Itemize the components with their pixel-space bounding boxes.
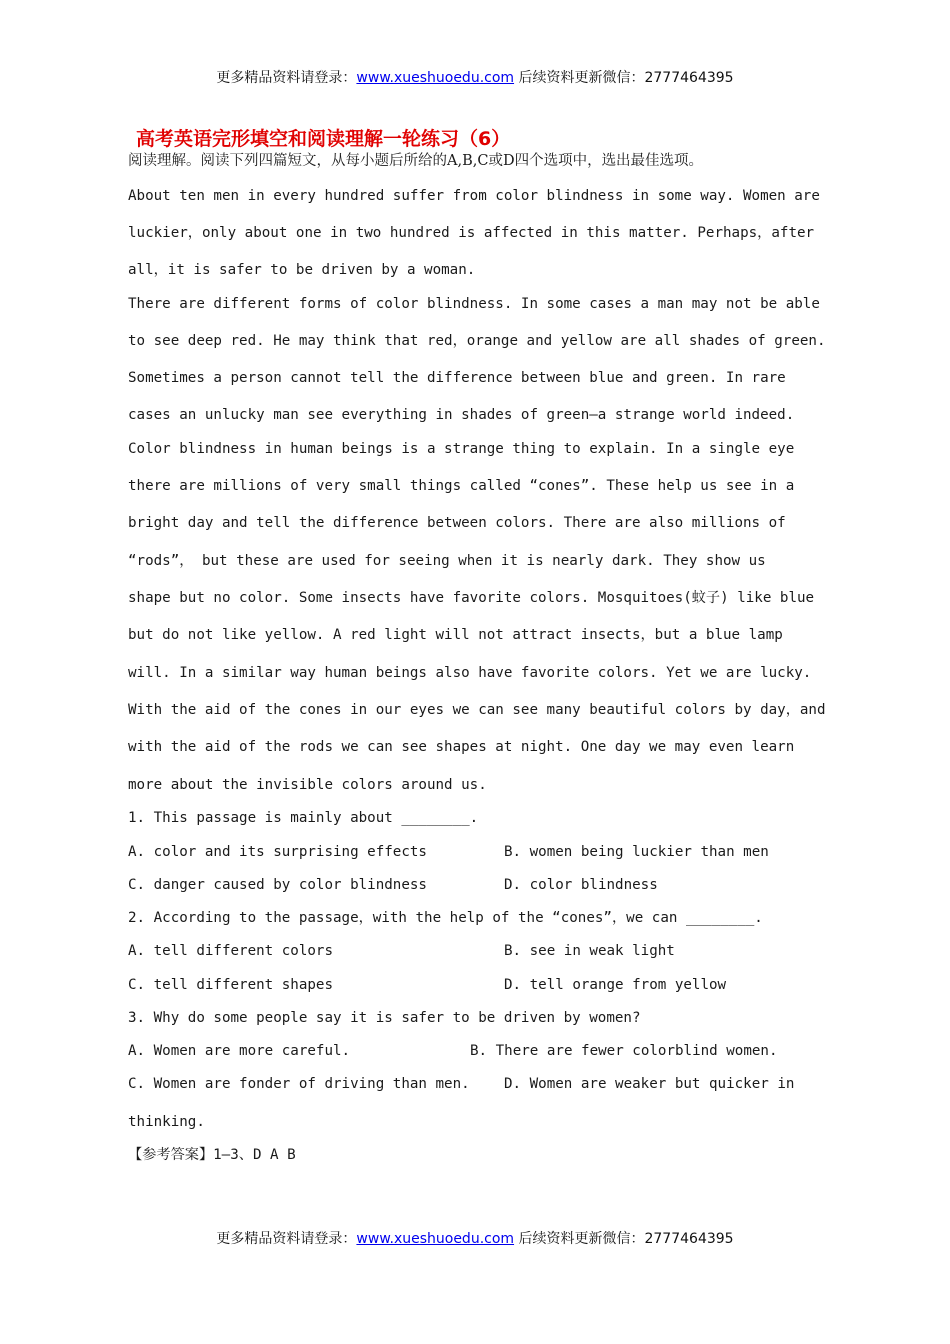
question-stem: 3. Why do some people say it is safer to be driven by women? [128,1010,641,1026]
passage-line: all，it is safer to be driven by a woman. [128,262,476,278]
option-d: D. Women are weaker but quicker in [504,1076,795,1092]
option-b: B. see in weak light [504,943,675,959]
option-a: A. Women are more careful. [128,1043,351,1059]
passage-line: With the aid of the cones in our eyes we can see many beautiful colors by day，and [128,702,826,718]
option-a: A. color and its surprising effects [128,844,427,860]
passage-line: to see deep red. He may think that red，orange and yellow are all shades of green. [128,333,826,349]
option-a: A. tell different colors [128,943,333,959]
passage-line: Sometimes a person cannot tell the difference between blue and green. In rare [128,370,786,386]
option-d-continuation: thinking. [128,1114,205,1130]
option-d: D. tell orange from yellow [504,977,727,993]
passage-line: Color blindness in human beings is a strange thing to explain. In a single eye [128,441,795,457]
option-c: C. tell different shapes [128,977,333,993]
passage-line: shape but no color. Some insects have favorite colors. Mosquitoes(蚊子) like blue [128,590,815,606]
header-link[interactable]: www.xueshuoedu.com [356,70,515,86]
page-footer [0,1228,950,1248]
instruction: 阅读理解。阅读下列四篇短文，从每小题后所给的A,B,C或D四个选项中，选出最佳选项。 [128,153,704,169]
header-suffix: 后续资料更新微信：2777464395 [514,70,734,86]
footer-suffix: 后续资料更新微信：2777464395 [514,1231,734,1247]
passage-line: will. In a similar way human beings also have favorite colors. Yet we are lucky. [128,665,812,681]
option-b: B. There are fewer colorblind women. [470,1043,778,1059]
page-header [0,67,950,87]
passage-line: cases an unlucky man see everything in shades of green—a strange world indeed. [128,407,795,423]
passage-line: luckier，only about one in two hundred is affected in this matter. Perhaps，after [128,225,815,241]
passage-line: but do not like yellow. A red light will not attract insects，but a blue lamp [128,627,783,643]
passage-line: bright day and tell the difference between colors. There are also millions of [128,515,786,531]
option-d: D. color blindness [504,877,658,893]
passage-line: there are millions of very small things called “cones”. These help us see in a [128,478,795,494]
question-stem: 2. According to the passage，with the help of the “cones”，we can ________. [128,910,763,926]
passage-line: There are different forms of color blindness. In some cases a man may not be able [128,296,820,312]
option-b: B. women being luckier than men [504,844,769,860]
passage-line: more about the invisible colors around us. [128,777,487,793]
option-c: C. Women are fonder of driving than men. [128,1076,470,1092]
passage-line: About ten men in every hundred suffer from color blindness in some way. Women are [128,188,820,204]
option-c: C. danger caused by color blindness [128,877,427,893]
answer-key: 【参考答案】1—3、D A B [128,1147,296,1163]
passage-line: “rods”， but these are used for seeing when it is nearly dark. They show us [128,553,766,569]
footer-prefix: 更多精品资料请登录： [216,1231,357,1247]
header-prefix: 更多精品资料请登录： [216,70,357,86]
passage-line: with the aid of the rods we can see shapes at night. One day we may even learn [128,739,795,755]
page-title: 高考英语完形填空和阅读理解一轮练习（6） [136,128,511,150]
question-stem: 1. This passage is mainly about ________. [128,810,479,826]
footer-link[interactable]: www.xueshuoedu.com [356,1231,515,1247]
